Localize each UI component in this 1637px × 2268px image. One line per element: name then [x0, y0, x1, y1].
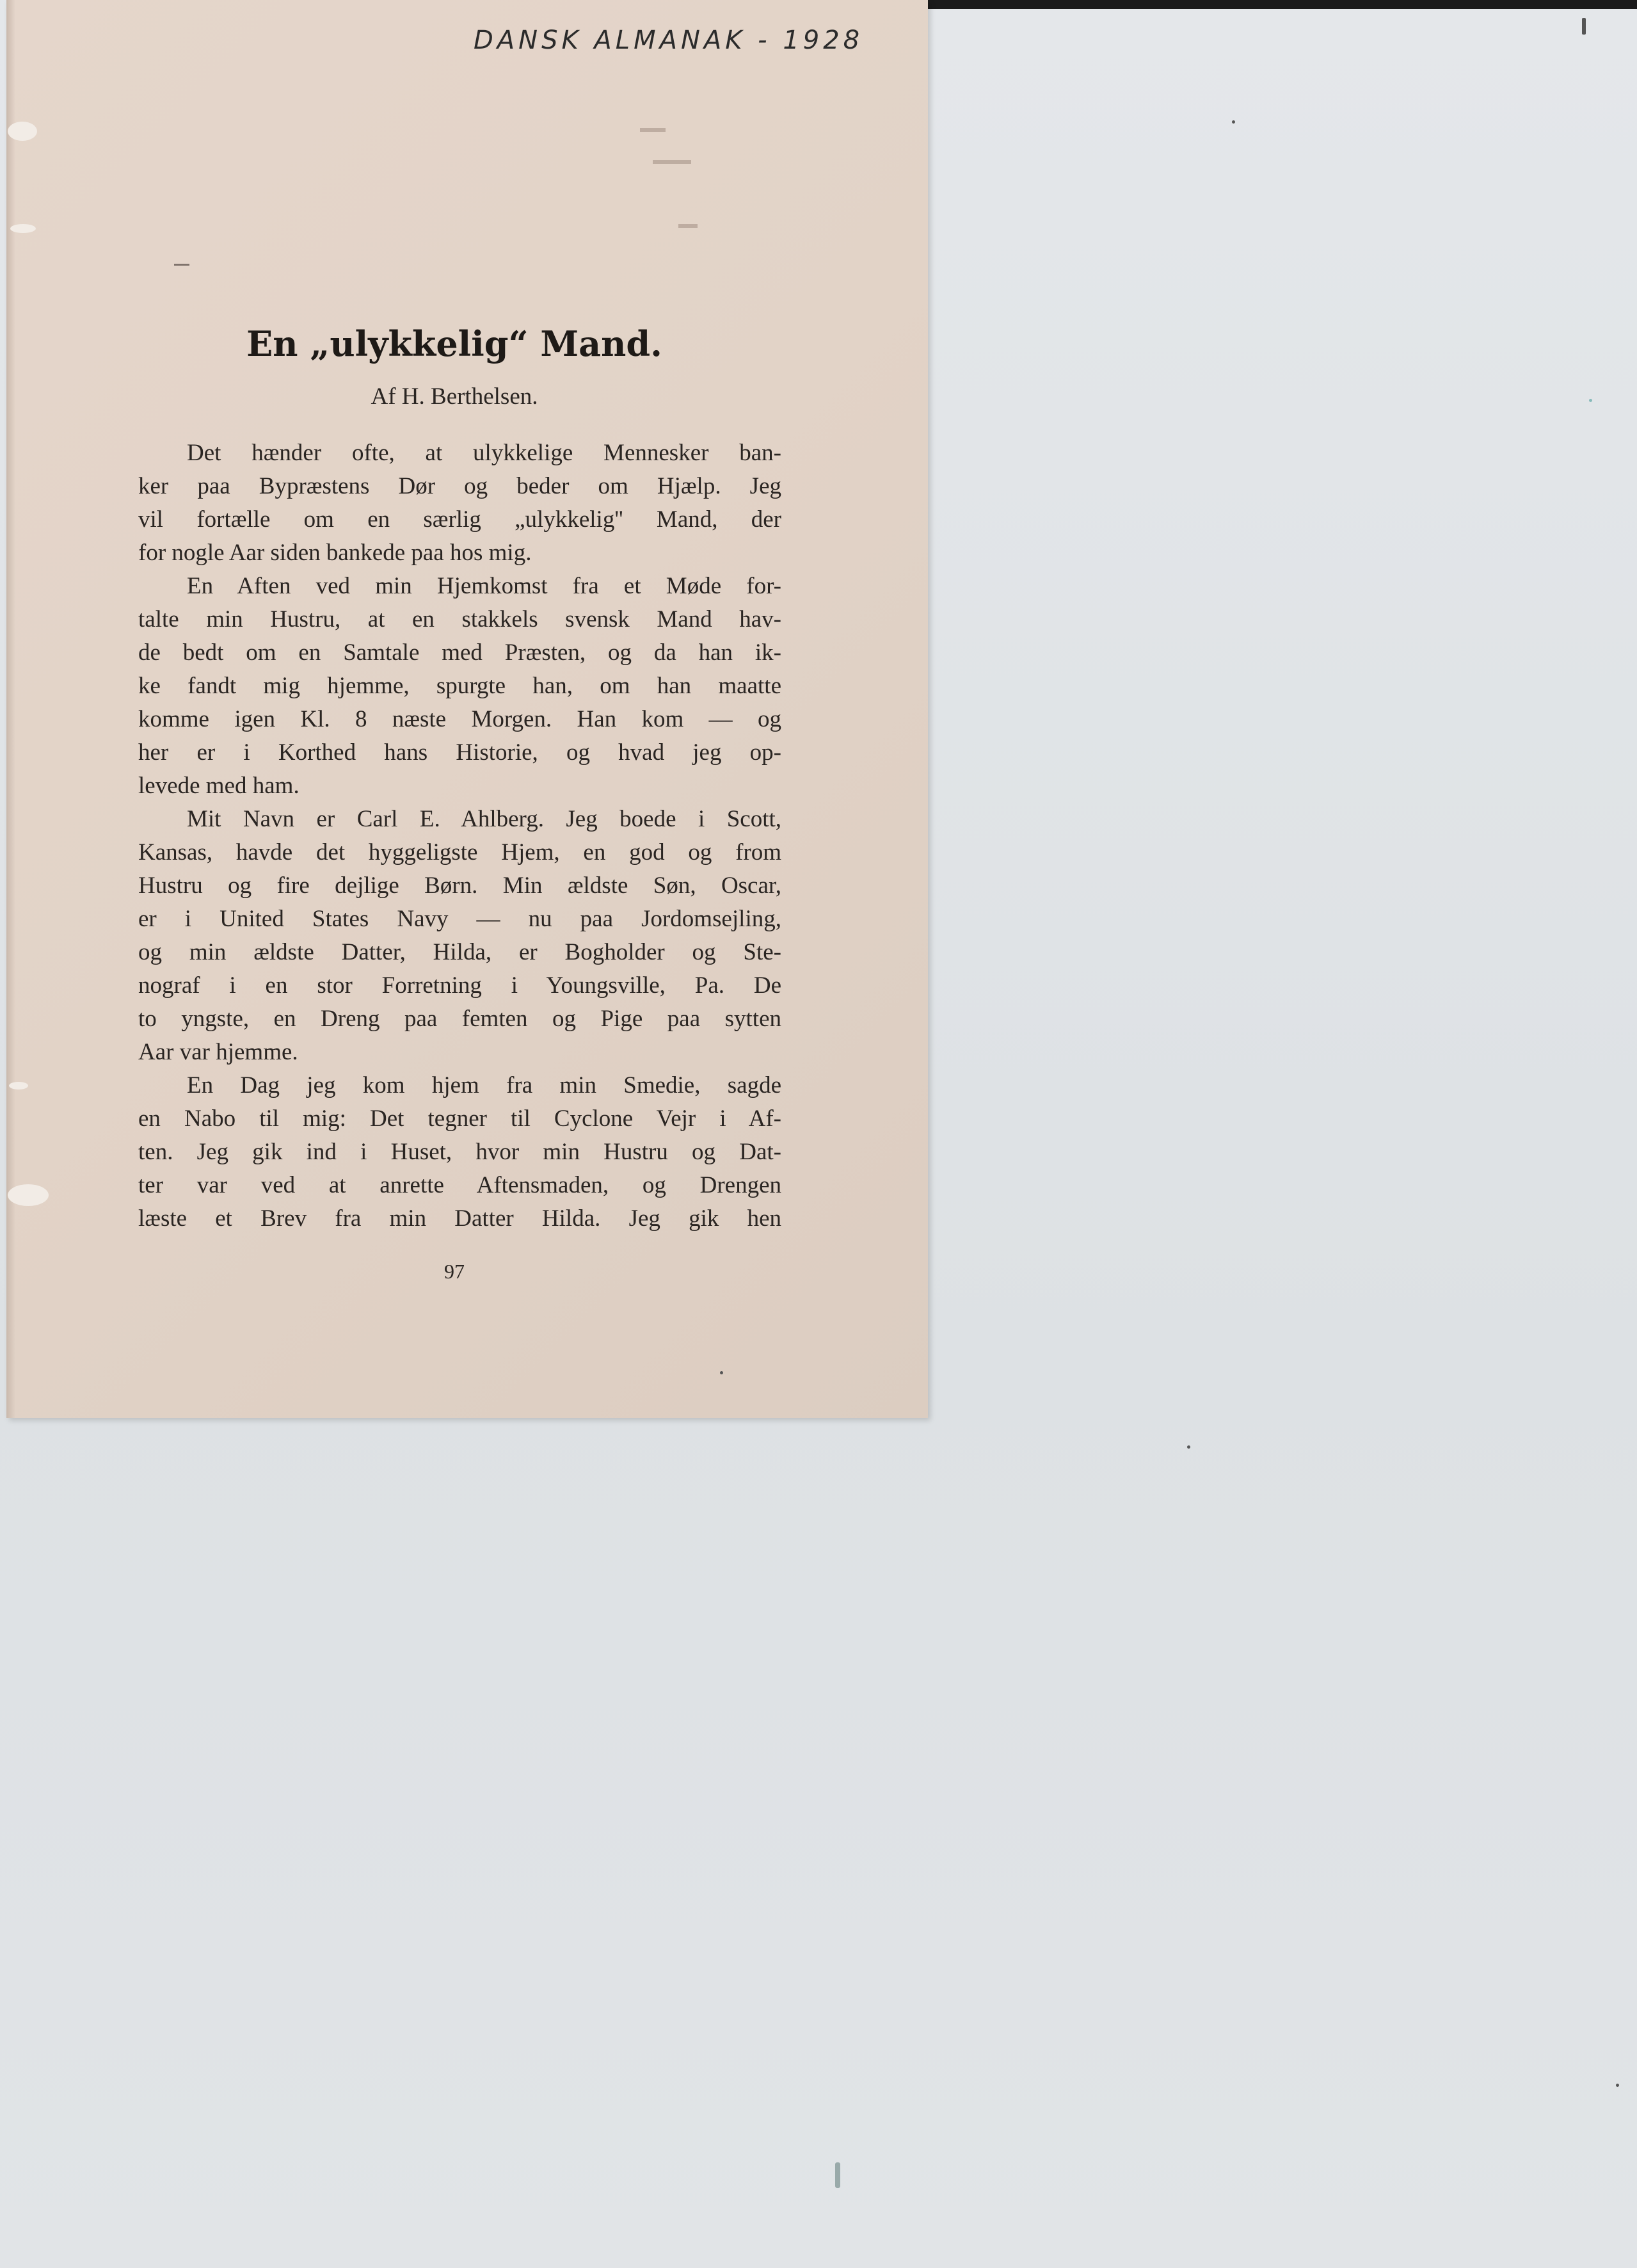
text-line: Aar var hjemme. — [138, 1039, 298, 1065]
text-line: Hustru og fire dejlige Børn. Min ældste Søn, Oscar, — [138, 873, 781, 899]
article-author: Af H. Berthelsen. — [371, 383, 538, 410]
text-line: er i United States Navy — nu paa Jordomsejling, — [138, 906, 781, 932]
text-line: her er i Korthed hans Historie, og hvad jeg op- — [138, 739, 781, 766]
text-line: nograf i en stor Forretning i Youngsville, Pa. De — [138, 972, 781, 999]
binding-tear — [10, 224, 36, 233]
article-title: En „ulykkelig“ Mand. — [246, 323, 662, 364]
binding-tear — [9, 1082, 28, 1090]
show-through-mark — [174, 264, 189, 266]
text-line: Det hænder ofte, at ulykkelige Mennesker ban- — [187, 440, 781, 466]
text-line: læste et Brev fra min Datter Hilda. Jeg gik hen — [138, 1205, 781, 1232]
almanac-page — [6, 0, 928, 1418]
page-number: 97 — [444, 1260, 465, 1283]
article-body — [138, 437, 781, 1235]
text-line: for nogle Aar siden bankede paa hos mig. — [138, 540, 532, 566]
dust-speck — [1582, 18, 1586, 35]
text-line: Mit Navn er Carl E. Ahlberg. Jeg boede i Scott, — [187, 806, 781, 832]
binding-tear — [8, 1184, 49, 1206]
scanner-lid-edge — [928, 0, 1637, 9]
dust-speck — [835, 2162, 840, 2188]
show-through-mark — [678, 224, 698, 228]
text-line: komme igen Kl. 8 næste Morgen. Han kom — og — [138, 706, 781, 732]
dust-speck — [1589, 399, 1592, 402]
handwritten-note: DANSK ALMANAK - 1928 — [474, 26, 864, 55]
text-line: ten. Jeg gik ind i Huset, hvor min Hustru og Dat- — [138, 1139, 781, 1165]
text-line: vil fortælle om en særlig „ulykkelig'' Mand, der — [138, 506, 781, 533]
dust-speck — [720, 1371, 723, 1374]
text-line: talte min Hustru, at en stakkels svensk Mand hav- — [138, 606, 781, 632]
text-line: Kansas, havde det hyggeligste Hjem, en god og from — [138, 839, 781, 865]
dust-speck — [1187, 1445, 1190, 1449]
text-line: ter var ved at anrette Aftensmaden, og Drengen — [138, 1172, 781, 1198]
show-through-mark — [640, 128, 666, 132]
text-line: to yngste, en Dreng paa femten og Pige paa sytten — [138, 1006, 781, 1032]
dust-speck — [1616, 2084, 1619, 2087]
binding-tear — [8, 122, 37, 141]
text-line: og min ældste Datter, Hilda, er Bogholder og Ste- — [138, 939, 781, 965]
text-line: En Dag jeg kom hjem fra min Smedie, sagde — [187, 1072, 781, 1098]
text-line: en Nabo til mig: Det tegner til Cyclone Vejr i Af- — [138, 1106, 781, 1132]
text-line: En Aften ved min Hjemkomst fra et Møde for- — [187, 573, 781, 599]
text-line: ke fandt mig hjemme, spurgte han, om han maatte — [138, 673, 781, 699]
text-line: de bedt om en Samtale med Præsten, og da han ik- — [138, 639, 781, 666]
text-line: levede med ham. — [138, 773, 299, 799]
text-line: ker paa Bypræstens Dør og beder om Hjælp. Jeg — [138, 473, 781, 499]
show-through-mark — [653, 160, 691, 164]
dust-speck — [1232, 120, 1235, 124]
